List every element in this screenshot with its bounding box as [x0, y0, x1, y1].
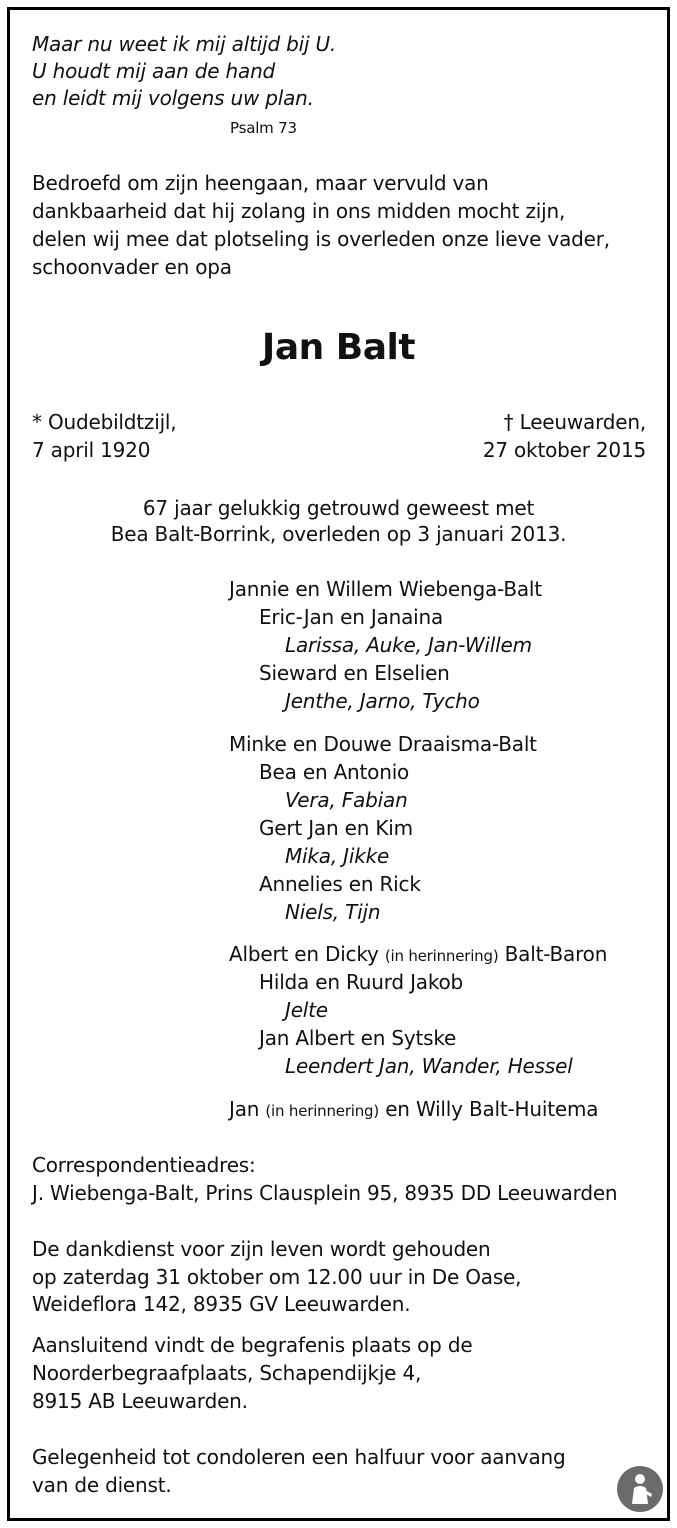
family-4-head-rest: en Willy Balt-Huitema	[385, 1097, 599, 1121]
in-memoriam-note: (in herinnering)	[265, 1102, 380, 1120]
family-3-child-1: Hilda en Ruurd Jakob	[259, 970, 464, 994]
deceased-name: Jan Balt	[261, 327, 416, 368]
correspondence-label: Correspondentieadres:	[32, 1153, 256, 1177]
family-1-head: Jannie en Willem Wiebenga-Balt	[229, 577, 542, 601]
family-4-head-name: Jan	[229, 1097, 260, 1121]
service-line-2: op zaterdag 31 oktober om 12.00 uur in De Oase,	[32, 1265, 522, 1289]
intro-line-4: schoonvader en opa	[32, 255, 232, 279]
family-2-grandchildren-1: Vera, Fabian	[285, 788, 408, 812]
death-date: 27 oktober 2015	[482, 438, 646, 462]
in-memoriam-note: (in herinnering)	[384, 947, 499, 965]
verse-line-3: en leidt mij volgens uw plan.	[32, 86, 314, 110]
family-3-grandchildren-1: Jelte	[285, 998, 328, 1022]
family-1-child-2: Sieward en Elselien	[259, 661, 450, 685]
burial-line-2: Noorderbegraafplaats, Schapendijkje 4,	[32, 1361, 422, 1385]
family-2-child-1: Bea en Antonio	[259, 760, 410, 784]
family-2-child-2: Gert Jan en Kim	[259, 816, 413, 840]
family-1-grandchildren-2: Jenthe, Jarno, Tycho	[285, 689, 480, 713]
marriage-line-2: Bea Balt-Borrink, overleden op 3 januari 2013.	[110, 522, 567, 546]
service-line-1: De dankdienst voor zijn leven wordt gehouden	[32, 1237, 491, 1261]
burial-line-3: 8915 AB Leeuwarden.	[32, 1389, 248, 1413]
verse-line-1: Maar nu weet ik mij altijd bij U.	[32, 32, 337, 56]
family-3-head-surname: Balt-Baron	[504, 942, 608, 966]
burial-line-1: Aansluitend vindt de begrafenis plaats op de	[32, 1333, 473, 1357]
birth-date: 7 april 1920	[32, 438, 151, 462]
family-1-child-1: Eric-Jan en Janaina	[259, 605, 444, 629]
memorial-logo-icon	[615, 1464, 665, 1514]
verse-source: Psalm 73	[230, 119, 297, 137]
intro-line-1: Bedroefd om zijn heengaan, maar vervuld van	[32, 171, 489, 195]
family-3-grandchildren-2: Leendert Jan, Wander, Hessel	[285, 1054, 573, 1078]
birth-place: * Oudebildtzijl,	[32, 410, 177, 434]
family-1-grandchildren-1: Larissa, Auke, Jan-Willem	[285, 633, 532, 657]
intro-line-3: delen wij mee dat plotseling is overleden onze lieve vader,	[32, 227, 610, 251]
family-2-child-3: Annelies en Rick	[259, 872, 421, 896]
family-2-grandchildren-2: Mika, Jikke	[285, 844, 390, 868]
family-3-child-2: Jan Albert en Sytske	[259, 1026, 457, 1050]
family-3-head	[229, 940, 607, 970]
condolence-line-1: Gelegenheid tot condoleren een halfuur voor aanvang	[32, 1445, 566, 1469]
service-line-3: Weideflora 142, 8935 GV Leeuwarden.	[32, 1292, 411, 1316]
marriage-line-1: 67 jaar gelukkig getrouwd geweest met	[142, 496, 535, 520]
correspondence-address: J. Wiebenga-Balt, Prins Clausplein 95, 8935 DD Leeuwarden	[32, 1181, 618, 1205]
intro-line-2: dankbaarheid dat hij zolang in ons midden mocht zijn,	[32, 199, 566, 223]
family-4-head	[229, 1095, 598, 1125]
family-2-head: Minke en Douwe Draaisma-Balt	[229, 732, 537, 756]
death-place: † Leeuwarden,	[503, 410, 646, 434]
family-2-grandchildren-3: Niels, Tijn	[285, 900, 381, 924]
family-3-head-names: Albert en Dicky	[229, 942, 379, 966]
verse-line-2: U houdt mij aan de hand	[32, 59, 276, 83]
condolence-line-2: van de dienst.	[32, 1473, 172, 1497]
